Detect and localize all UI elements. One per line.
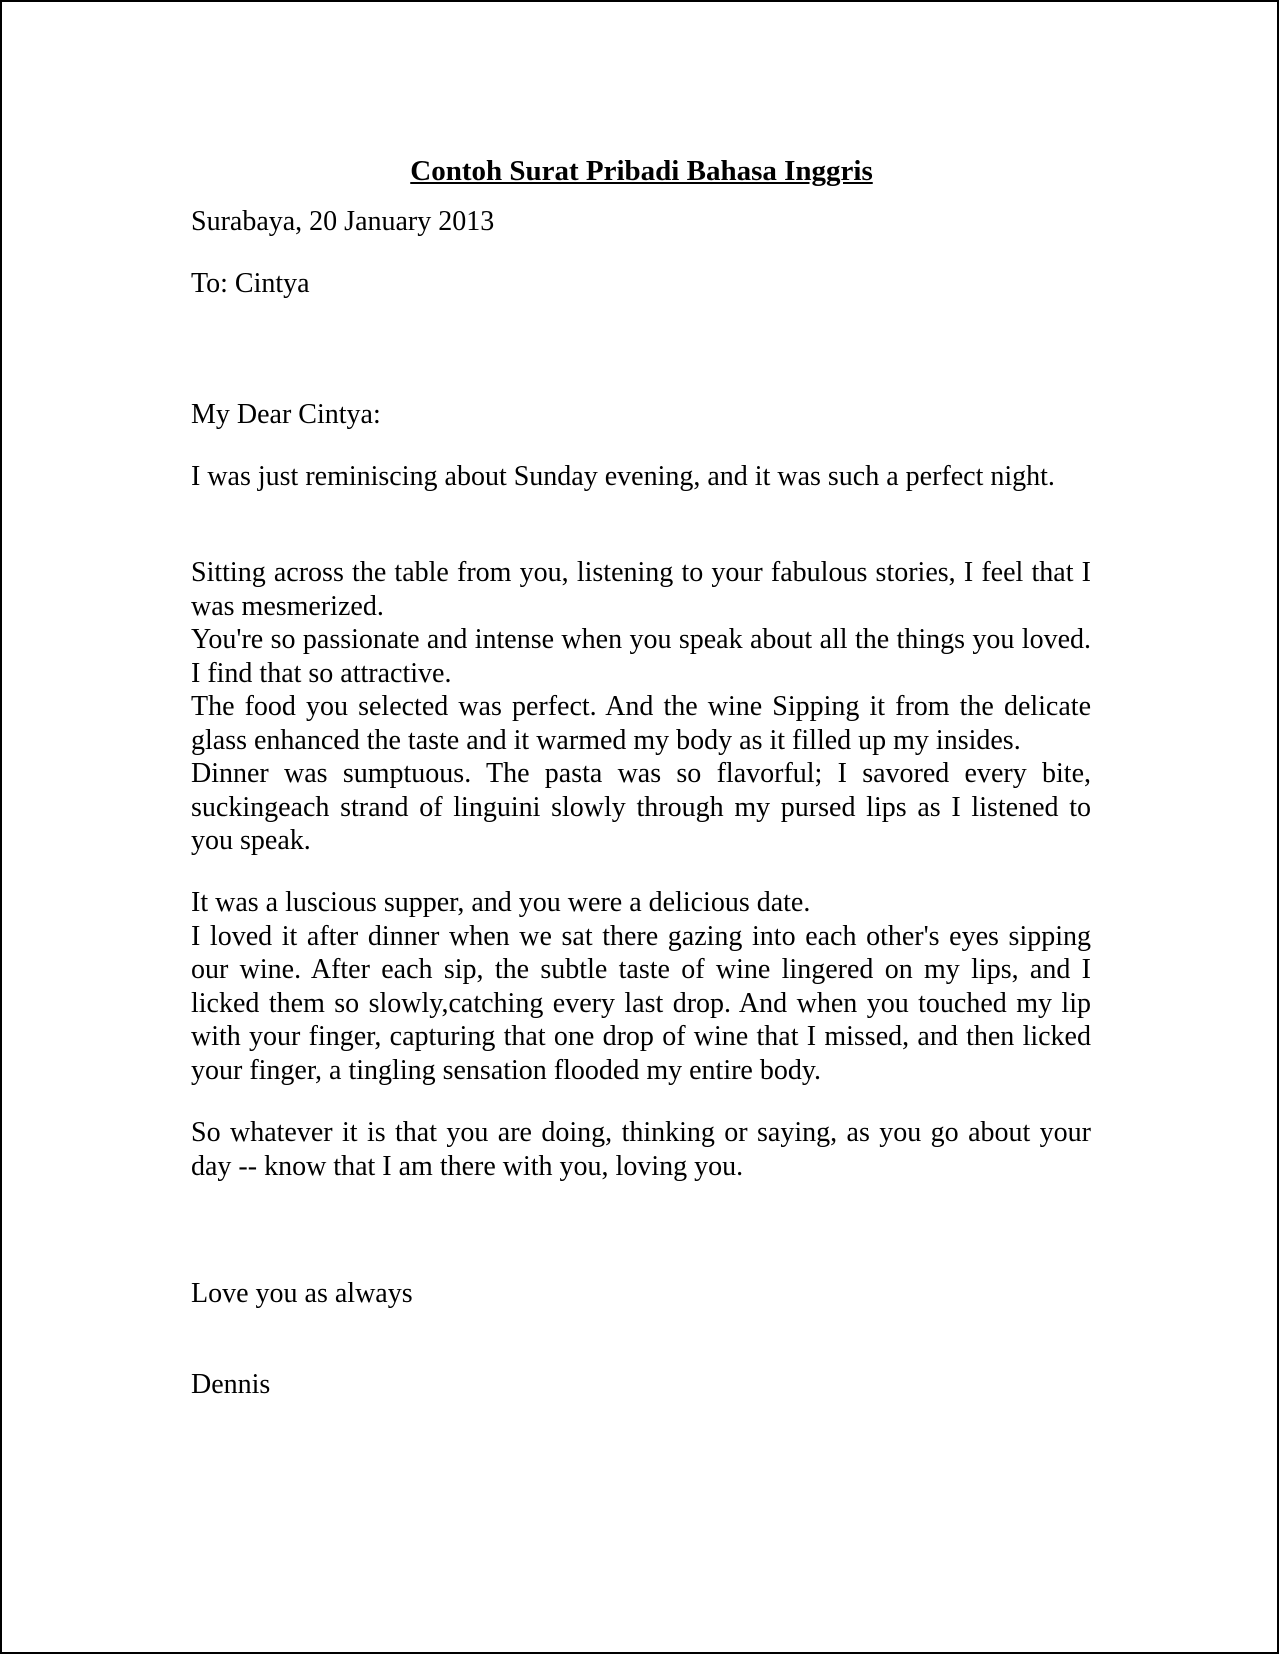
- paragraph-supper: It was a luscious supper, and you were a delicious date.: [191, 887, 811, 918]
- closing-line: Love you as always: [191, 1278, 413, 1309]
- recipient-line: To: Cintya: [191, 268, 310, 299]
- paragraph-body-group-1: [191, 556, 1091, 858]
- paragraph-passionate: You're so passionate and intense when you speak about all the things you loved. I find that so attractive.: [191, 624, 1091, 689]
- paragraph-food: The food you selected was perfect. And the wine Sipping it from the delicate glass enhanced the taste and it warmed my body as it filled up my insides.: [191, 691, 1091, 756]
- paragraph-dinner: Dinner was sumptuous. The pasta was so flavorful; I savored every bite, suckingeach strand of linguini slowly through my pursed lips as I listened to you speak.: [191, 758, 1091, 856]
- signature: Dennis: [191, 1369, 271, 1400]
- place-date: Surabaya, 20 January 2013: [191, 206, 495, 237]
- paragraph-closing-thought: So whatever it is that you are doing, thinking or saying, as you go about your day -- know that I am there with you, loving you.: [191, 1117, 1091, 1182]
- letter-title: Contoh Surat Pribadi Bahasa Inggris: [410, 155, 873, 187]
- paragraph-after-dinner: I loved it after dinner when we sat there gazing into each other's eyes sipping our wine. After each sip, the subtle taste of wine lingered on my lips, and I licked them so slowly,catching every last drop. And when you touched my lip with your finger, capturing that one drop of wine that I missed, and then licked your finger, a tingling sensation flooded my entire body.: [191, 920, 1091, 1086]
- paragraph-mesmerized: Sitting across the table from you, listening to your fabulous stories, I feel that I was mesmerized.: [191, 557, 1091, 622]
- paragraph-opening: I was just reminiscing about Sunday evening, and it was such a perfect night.: [191, 461, 1055, 492]
- salutation: My Dear Cintya:: [191, 399, 381, 430]
- paragraph-body-group-2: [191, 886, 1091, 1087]
